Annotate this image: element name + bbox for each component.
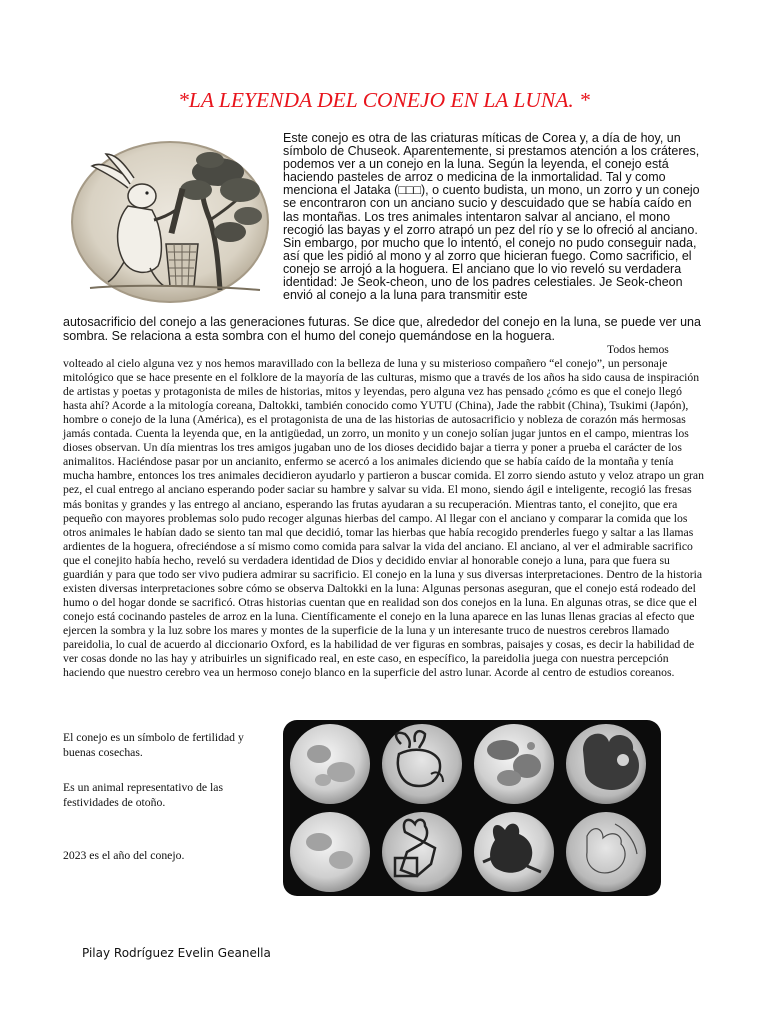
author-name: Pilay Rodríguez Evelin Geanella [82,946,271,960]
moon-8 [566,812,646,892]
moon-7 [474,812,554,892]
intro-paragraph-continued: autosacrificio del conejo a las generaciones futuras. Se dice que, alrededor del conejo en la luna, se puede ver una sombra. Se relaciona a esta sombra con el humo del conejo quemándose en la hoguera. [63,315,701,343]
body-paragraph [63,343,705,680]
moon-3 [474,724,554,804]
moon-2 [382,724,462,804]
moon-4 [566,724,646,804]
note-autumn: Es un animal representativo de las festividades de otoño. [63,781,224,809]
rabbit-illustration [70,140,270,304]
moon-1 [290,724,370,804]
moon-grid-image [283,720,661,896]
intro-paragraph-wrapped: Este conejo es otra de las criaturas míticas de Corea y, a día de hoy, un símbolo de Chuseok. Aparentemente, si prestamos atención a los cráteres, podemos ver a un conejo en la luna. Según la leyenda, el conejo está haciendo pasteles de arroz o medicina de la inmortalidad. Tal y como menciona el Jataka (□□□), o cuento budista, un mono, un zorro y un conejo se encontraron con un anciano sucio y descuidado que se había caído en las montañas. Los tres animales intentaron salvar al anciano, el mono recogió las bayas y el zorro atrapó un pez del río y se lo ofreció al anciano. Sin embargo, por mucho que lo intentó, el conejo no pudo conseguir nada, así que les pidió al mono y al zorro que hicieran fuego. Como sacrificio, el conejo se arrojó a la hoguera. El anciano que lo vio reveló su verdadera identidad: Je Seok-cheon, uno de los padres celestiales. Je Seok-cheon envió al conejo a la luna para transmitir este [283,131,700,303]
moon-5 [290,812,370,892]
page-title: *LA LEYENDA DEL CONEJO EN LA LUNA. * [178,88,590,112]
note-fertility: El conejo es un símbolo de fertilidad y buenas cosechas. [63,731,244,759]
note-year: 2023 es el año del conejo. [63,849,185,862]
body-text: Todos hemos volteado al cielo alguna vez y nos hemos maravillado con la belleza de luna y su misterioso compañero “el conejo”, un personaje mitológico que se hace presente en el folklore de la mayoría de las culturas, mismo que a través de los años ha sido causa de inspiración de artistas y poetas y protagonista de miles de historias, mitos y leyendas, pero alguna vez has pensado ¿cómo es que el conejo llegó hasta ahí? Acorde a la mitología coreana, Daltokki, también conocido como YUTU (China), Jade the rabbit (China), Tsukimi (Japón), hombre o conejo de la luna (América), es el protagonista de una de las historias de autosacrificio y nobleza de corazón más hermosas jamás contada. Cuenta la leyenda que, en la antigüedad, un zorro, un monito y un conejo solían jugar juntos en el campo, mientras los dioses observan. Un día mientras los tres amigos jugaban uno de los dioses decidido bajar a tierra y poner a prueba el carácter de los animalitos. Haciéndose pasar por un ancianito, enfermo se acercó a los animales diciendo que se había caído de la montaña y tenía mucha hambre, entonces los tres animales decidieron ayudarlo y partieron a buscar comida. El zorro siendo astuto y veloz atrapo un gran pez, el cual entrego al anciano esperando poder saciar su hambre y salvar su vida. El mono, siendo ágil e inteligente, recogió las fresas más bonitas y grandes y las entrego al anciano, esperando las frutas ayudaran a su recuperación. Mientras tanto, el conejito, que era pequeño con mayores problemas solo pudo recoger algunas hierbas del campo. Al llegar con el anciano y comparar la comida que los otros animales le habían dado se siento tan mal que decidió, tomar las hierbas que había recogido prenderles fuego y saltar a las llamas ardientes de la hoguera, ofreciéndose a sí mismo como comida para salvar la vida del anciano. El anciano, al ver el admirable sacrifico que el conejito había hecho, reveló su verdadera identidad de Dios y decidido enviar al honorable conejo a luna, para que fuera su guardián y para que todo ser vivo pudiera admirar su sacrificio. El conejo en la luna y sus diversas interpretaciones. Dentro de la historia existen diversas interpretaciones sobre cómo se observa Daltokki en la luna: Algunas personas aseguran, que el conejo está rodeado del humo o del hogar donde se sacrificó. Otras historias cuentan que en realidad son dos conejos en la luna. En algunas otras, se dice que el conejo está cocinando pasteles de arroz en la luna. Científicamente el conejo en la luna aparece en las lunas llenas gracias al efecto que ejercen la sombra y la luz sobre los mares y montes de la superficie de la luna y un interesante truco de nuestros cerebros llamado pareidolia, lo cual de acuerdo al diccionario Oxford, es la habilidad de ver figuras en sombras, paisajes y cosas, es decir la habilidad de ver cosas donde no las hay y atribuirles un significado real, en este caso, en específico, la pareidolia juega con nuestra percepción haciendo que nuestro cerebro vea un hermoso conejo blanco en la superficie del astro lunar. Acorde al centro de estudios coreanos. [63,343,704,680]
moon-6 [382,812,462,892]
